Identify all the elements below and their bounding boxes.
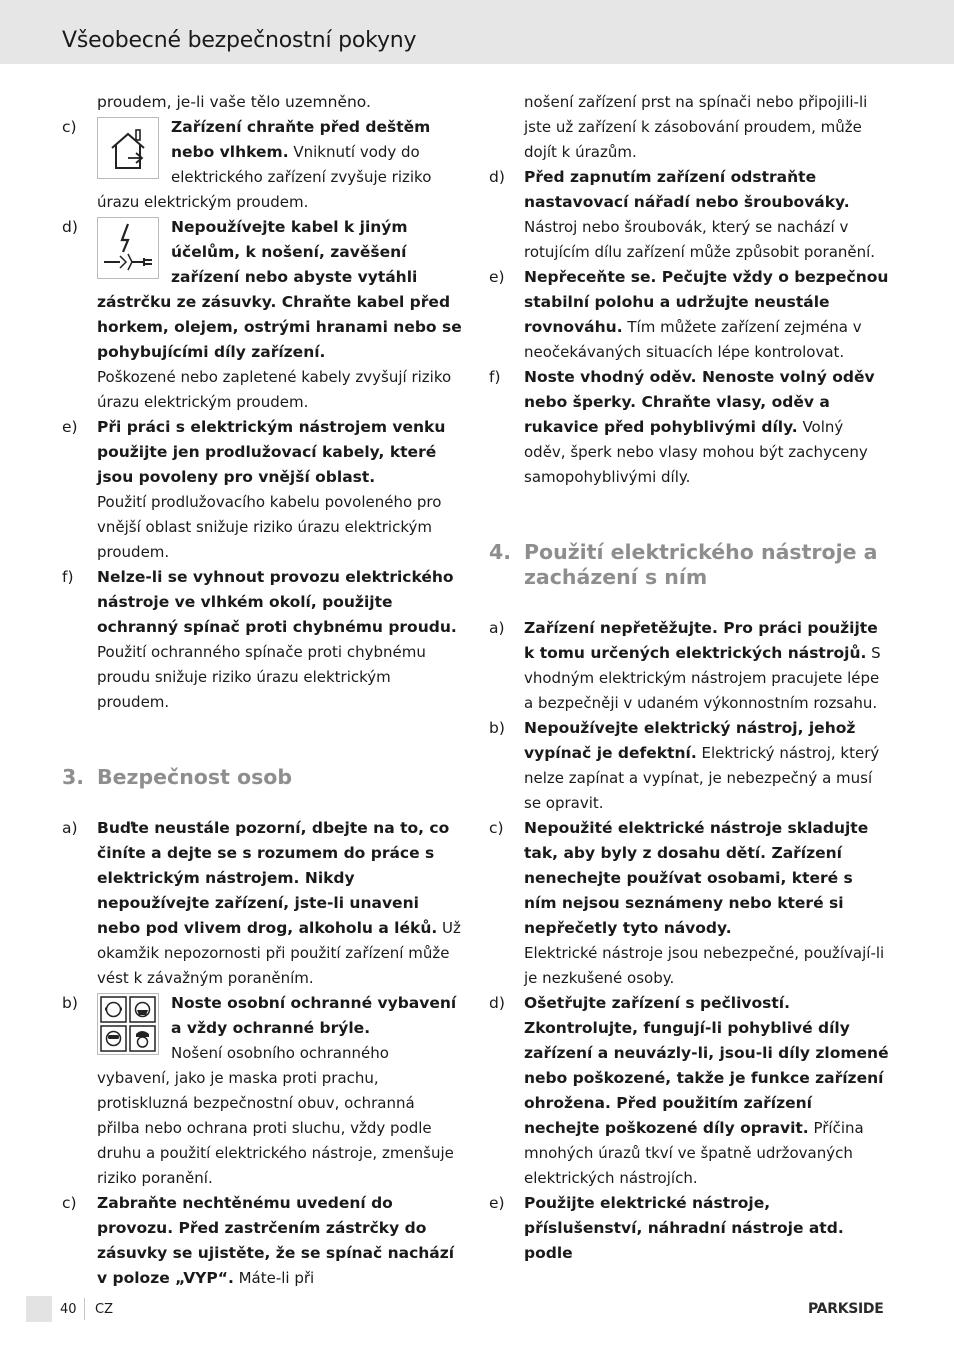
item-bold: Zabraňte nechtěnému uvedení do provozu. Před zastrčením zástrčky do zásuvky se ujistěte, že se spínač nachází v poloze „VYP“. (97, 1194, 455, 1287)
page-header (0, 0, 954, 64)
right-column (489, 90, 889, 1266)
item-text: Elektrický nástroj, který nelze zapínat a vypínat, je nebezpečný a musí se opravit. (524, 744, 880, 812)
item-bold: Noste osobní ochranné vybavení a vždy ochranné brýle. (171, 994, 457, 1037)
language-code: CZ (95, 1302, 113, 1317)
item-text: Použití prodlužovacího kabelu povoleného pro vnější oblast snižuje riziko úrazu elektrickým proudem. (97, 493, 442, 561)
item-bold: Buďte neustále pozorní, dbejte na to, co činíte a dejte se s rozumem do práce s elektrickým nástrojem. Nikdy nepoužívejte zařízení, jste-li unaveni nebo pod vlivem drog, alkoholu a léků. (97, 819, 450, 937)
section-3-heading (62, 765, 462, 790)
left-intro: proudem, je-li vaše tělo uzemněno. (97, 93, 371, 111)
item-bold: Nepřeceňte se. Pečujte vždy o bezpečnou stabilní polohu a udržujte neustále rovnováhu. (524, 268, 889, 336)
page-number: 40 (60, 1302, 77, 1317)
item-letter: c) (62, 118, 77, 136)
item-letter: d) (489, 168, 505, 186)
item-text: Příčina mnohých úrazů tkví ve špatně udržovaných elektrických nástrojích. (524, 1119, 864, 1187)
item-s4-e (489, 1191, 889, 1266)
item-letter: d) (489, 994, 505, 1012)
item-text: Tím můžete zařízení zejména v neočekávaných situacích lépe kontrolovat. (524, 318, 862, 361)
item-text: Už okamžik nepozornosti při použití zařízení může vést k závažným poraněním. (97, 919, 461, 987)
house-rain-icon (97, 117, 159, 179)
item-right-d (489, 165, 889, 265)
item-letter: b) (489, 719, 505, 737)
item-bold: Nepoužité elektrické nástroje skladujte tak, aby byly z dosahu dětí. Zařízení nenechejte používat osobami, které s ním nejsou seznámeny nebo které si nepřečetly tyto návody. (524, 819, 869, 937)
section-number: 3. (62, 765, 85, 789)
item-letter: b) (62, 994, 78, 1012)
item-letter: e) (62, 418, 78, 436)
item-text: Poškozené nebo zapletené kabely zvyšují riziko úrazu elektrickým proudem. (97, 368, 452, 411)
section-number: 4. (489, 540, 512, 564)
page-title: Všeobecné bezpečnostní pokyny (62, 28, 417, 53)
item-letter: f) (62, 568, 74, 586)
item-bold: Nepoužívejte kabel k jiným účelům, k nošení, zavěšení zařízení nebo abyste vytáhli zástrčku ze zásuvky. Chraňte kabel před horkem, olejem, ostrými hranami nebo se pohybujícími díly zařízení. (97, 218, 462, 361)
item-text: Nošení osobního ochranného vybavení, jako je maska proti prachu, protiskluzná bezpečnostní obuv, ochranná přilba nebo ochrana proti sluchu, vždy podle druhu a použití elektrického nástroje, zmenšuje riziko poranění. (97, 1044, 454, 1187)
item-s4-a (489, 616, 889, 716)
item-bold: Použijte elektrické nástroje, příslušenství, náhradní nástroje atd. podle (524, 1194, 844, 1262)
item-text: Volný oděv, šperk nebo vlasy mohou být zachyceny samopohyblivými díly. (524, 418, 868, 486)
cable-lightning-icon (97, 217, 159, 279)
item-text: Vniknutí vody do elektrického zařízení zvyšuje riziko úrazu elektrickým proudem. (97, 143, 432, 211)
item-text: Elektrické nástroje jsou nebezpečné, používají-li je nezkušené osoby. (524, 944, 885, 987)
left-column (62, 90, 462, 1291)
item-bold: Noste vhodný oděv. Nenoste volný oděv nebo šperky. Chraňte vlasy, oděv a rukavice před pohyblivými díly. (524, 368, 875, 436)
item-letter: d) (62, 218, 78, 236)
item-bold: Zařízení nepřetěžujte. Pro práci použijte k tomu určených elektrických nástrojů. (524, 619, 878, 662)
item-s3-a (62, 816, 462, 991)
item-letter: f) (489, 368, 501, 386)
section-4-heading (489, 540, 889, 590)
item-letter: e) (489, 1194, 505, 1212)
item-s3-b (62, 991, 462, 1191)
item-left-c (62, 115, 462, 215)
item-bold: Ošetřujte zařízení s pečlivostí. Zkontrolujte, fungují-li pohyblivé díly zařízení a neuvázly-li, jsou-li díly zlomené nebo poškozené, takže je funkce zařízení ohrožena. Před použitím zařízení nechejte poškozené díly opravit. (524, 994, 889, 1137)
item-left-d (62, 215, 462, 415)
right-intro: nošení zařízení prst na spínači nebo připojili-li jste už zařízení k zásobování proudem, může dojít k úrazům. (524, 93, 868, 161)
item-letter: a) (62, 819, 78, 837)
item-s4-b (489, 716, 889, 816)
item-text: Máte-li při (233, 1269, 315, 1287)
footer-marker (26, 1296, 52, 1322)
item-bold: Nelze-li se vyhnout provozu elektrického nástroje ve vlhkém okolí, použijte ochranný spínač proti chybnému proudu. (97, 568, 457, 636)
item-bold: Před zapnutím zařízení odstraňte nastavovací nářadí nebo šroubováky. (524, 168, 850, 211)
item-left-e (62, 415, 462, 565)
footer-divider (84, 1298, 85, 1320)
item-right-f (489, 365, 889, 490)
item-left-f (62, 565, 462, 715)
item-letter: a) (489, 619, 505, 637)
item-bold: Nepoužívejte elektrický nástroj, jehož vypínač je defektní. (524, 719, 856, 762)
item-text: Použití ochranného spínače proti chybnému proudu snižuje riziko úrazu elektrickým proudem. (97, 643, 426, 711)
item-text: Nástroj nebo šroubovák, který se nachází v rotujícím dílu zařízení může způsobit poranění. (524, 218, 876, 261)
item-letter: c) (489, 819, 504, 837)
item-s4-d (489, 991, 889, 1191)
item-s4-c (489, 816, 889, 991)
item-right-e (489, 265, 889, 365)
item-bold: Při práci s elektrickým nástrojem venku použijte jen prodlužovací kabely, které jsou povoleny pro vnější oblast. (97, 418, 446, 486)
item-text: S vhodným elektrickým nástrojem pracujete lépe a bezpečněji v udaném výkonnostním rozsahu. (524, 644, 881, 712)
item-letter: c) (62, 1194, 77, 1212)
item-letter: e) (489, 268, 505, 286)
brand-logo: PARKSIDE (808, 1301, 884, 1317)
section-title: Bezpečnost osob (97, 765, 293, 789)
section-title: Použití elektrického nástroje a zacházení s ním (524, 540, 878, 589)
ppe-icon (97, 993, 159, 1055)
item-bold: Zařízení chraňte před deštěm nebo vlhkem. (171, 118, 431, 161)
item-s3-c (62, 1191, 462, 1291)
